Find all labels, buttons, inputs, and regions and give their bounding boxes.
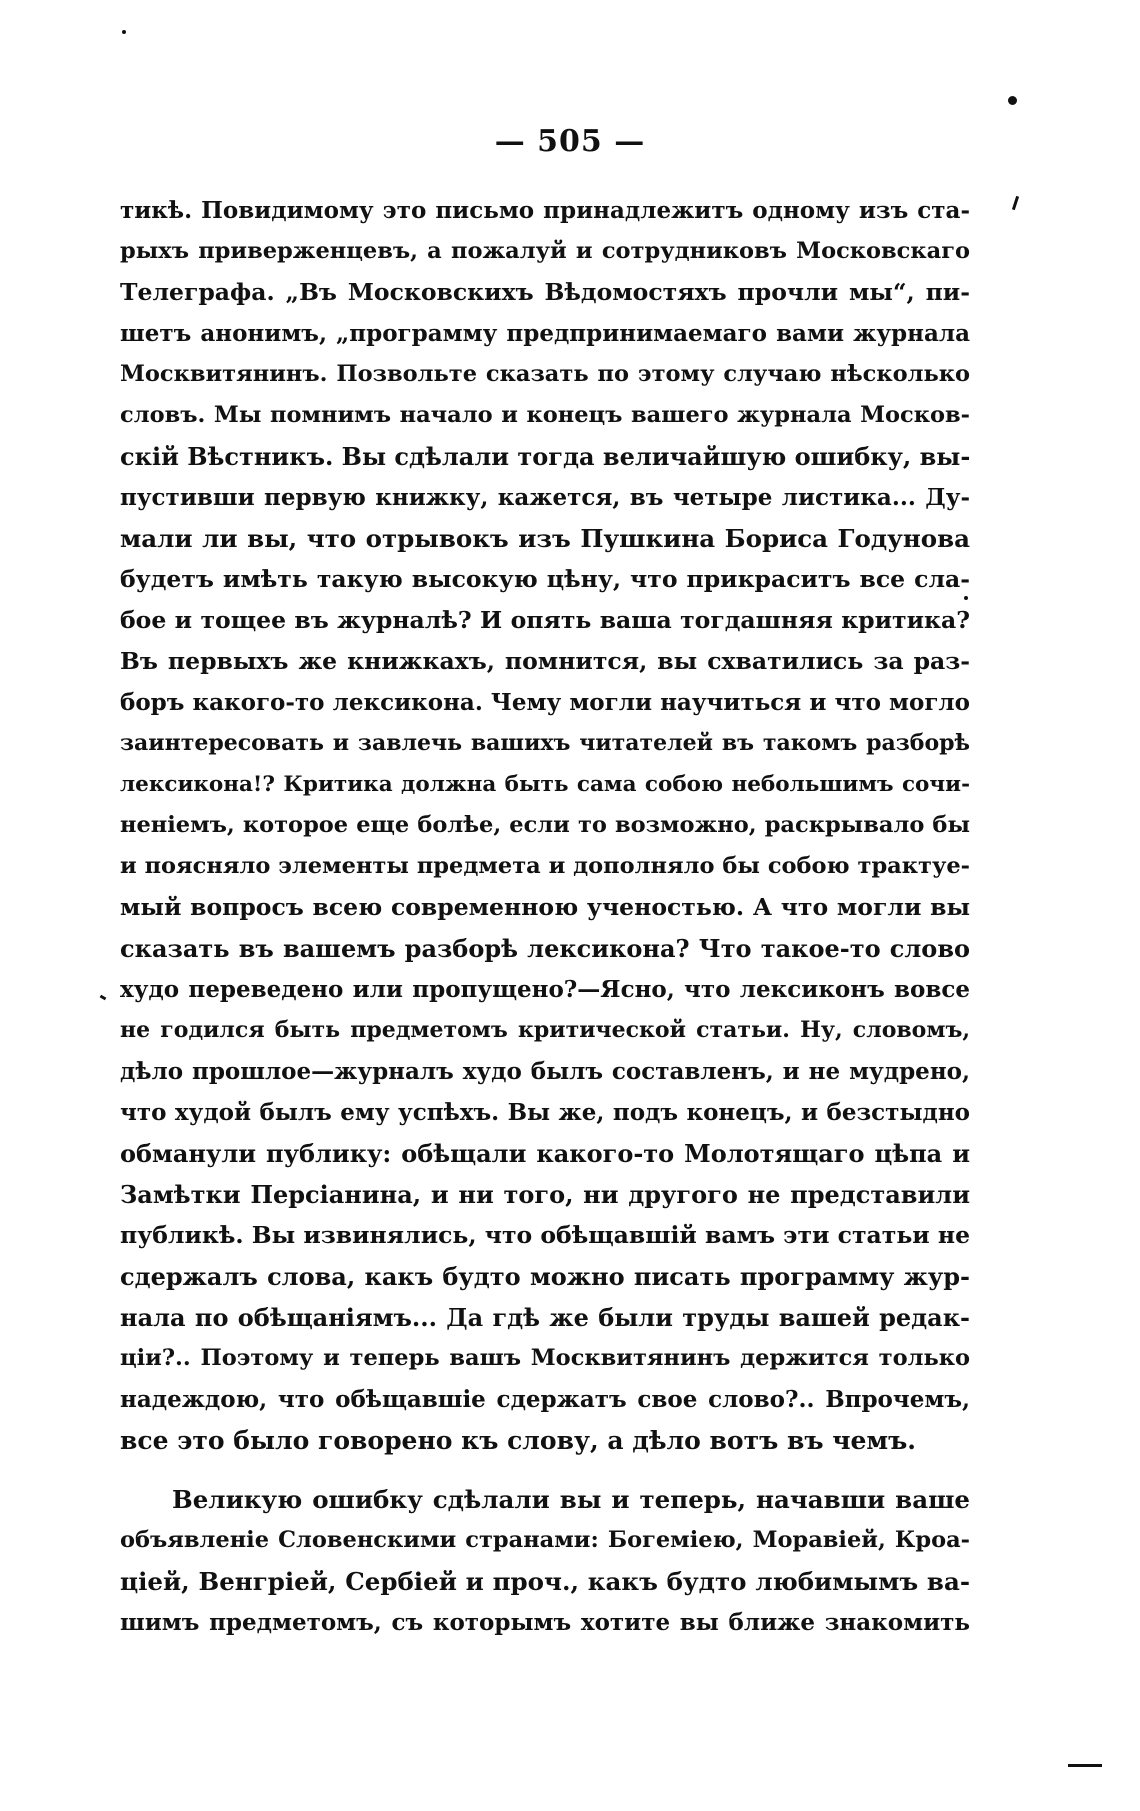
text-line: ціей, Венгріей, Сербіей и проч., какъ будто любимымъ ва- (120, 1567, 970, 1596)
text-line: не годился быть предметомъ критической статьи. Ну, словомъ, (120, 1017, 970, 1043)
text-line: все это было говорено къ слову, а дѣло вотъ въ чемъ. (120, 1426, 916, 1455)
text-line: лексикона!? Критика должна быть сама собою небольшимъ сочи- (120, 772, 970, 797)
text-line: ціи?.. Поэтому и теперь вашъ Москвитянинъ держится только (120, 1345, 970, 1371)
text-line: пустивши первую книжку, кажется, въ четыре листика... Ду- (120, 484, 970, 511)
text-line: Замѣтки Персіанина, и ни того, ни другого не представили (120, 1180, 970, 1209)
text-line: бое и тощее въ журналѣ? И опять ваша тогдашняя критика? (120, 606, 970, 634)
ink-speck (1012, 196, 1019, 210)
text-line: тикѣ. Повидимому это письмо принадлежитъ одному изъ ста- (120, 197, 970, 224)
ink-speck (1068, 1764, 1102, 1767)
text-line: объявленіе Словенскими странами: Богеміею, Моравіей, Кроа- (120, 1527, 970, 1553)
text-line: сдержалъ слова, какъ будто можно писать программу жур- (120, 1262, 970, 1291)
text-line: неніемъ, которое еще болѣе, если то возможно, раскрывало бы (120, 812, 970, 838)
text-line: нала по обѣщаніямъ... Да гдѣ же были труды вашей редак- (120, 1303, 970, 1332)
text-line: Въ первыхъ же книжкахъ, помнится, вы схватились за раз- (120, 647, 970, 675)
text-line: что худой былъ ему успѣхъ. Вы же, подъ конецъ, и безстыдно (120, 1099, 970, 1126)
text-line: будетъ имѣть такую высокую цѣну, что прикраситъ все сла- (120, 565, 970, 593)
text-line: надеждою, что обѣщавшіе сдержатъ свое слово?.. Впрочемъ, (120, 1386, 970, 1413)
page-number: — 505 — (494, 124, 646, 159)
text-line: шимъ предметомъ, съ которымъ хотите вы ближе знакомить (120, 1609, 970, 1636)
text-line: боръ какого-то лексикона. Чему могли научиться и что могло (120, 689, 970, 716)
text-line: обманули публику: обѣщали какого-то Молотящаго цѣпа и (120, 1139, 970, 1168)
text-line: мали ли вы, что отрывокъ изъ Пушкина Бориса Годунова (120, 524, 970, 553)
ink-speck (100, 995, 107, 1001)
text-line: Великую ошибку сдѣлали вы и теперь, начавши ваше (172, 1485, 970, 1514)
ink-speck (1008, 96, 1017, 105)
text-line: словъ. Мы помнимъ начало и конецъ вашего журнала Москов- (120, 402, 970, 428)
text-line: мый вопросъ всею современною ученостью. А что могли вы (120, 893, 970, 921)
text-line: публикѣ. Вы извинялись, что обѣщавшій вамъ эти статьи не (120, 1221, 971, 1249)
text-line: худо переведено или пропущено?—Ясно, что лексиконъ вовсе (120, 976, 970, 1003)
text-line: шетъ анонимъ, „программу предпринимаемаго вами журнала (120, 320, 970, 347)
text-line: и поясняло элементы предмета и дополняло бы собою трактуе- (120, 853, 970, 879)
ink-speck (122, 30, 126, 34)
text-line: Москвитянинъ. Позвольте сказать по этому случаю нѣсколько (120, 361, 970, 387)
body-text (120, 190, 970, 1643)
text-line: Телеграфа. „Въ Московскихъ Вѣдомостяхъ прочли мы“, пи- (120, 278, 970, 306)
text-line: сказать въ вашемъ разборѣ лексикона? Что такое-то слово (120, 934, 970, 963)
paragraph-gap (120, 1461, 970, 1479)
text-line: скій Вѣстникъ. Вы сдѣлали тогда величайшую ошибку, вы- (120, 442, 971, 471)
text-line: дѣло прошлое—журналъ худо былъ составленъ, и не мудрено, (120, 1058, 970, 1085)
text-line: рыхъ приверженцевъ, а пожалуй и сотрудниковъ Московскаго (120, 238, 970, 264)
text-line: заинтересовать и завлечь вашихъ читателей въ такомъ разборѣ (120, 730, 970, 756)
